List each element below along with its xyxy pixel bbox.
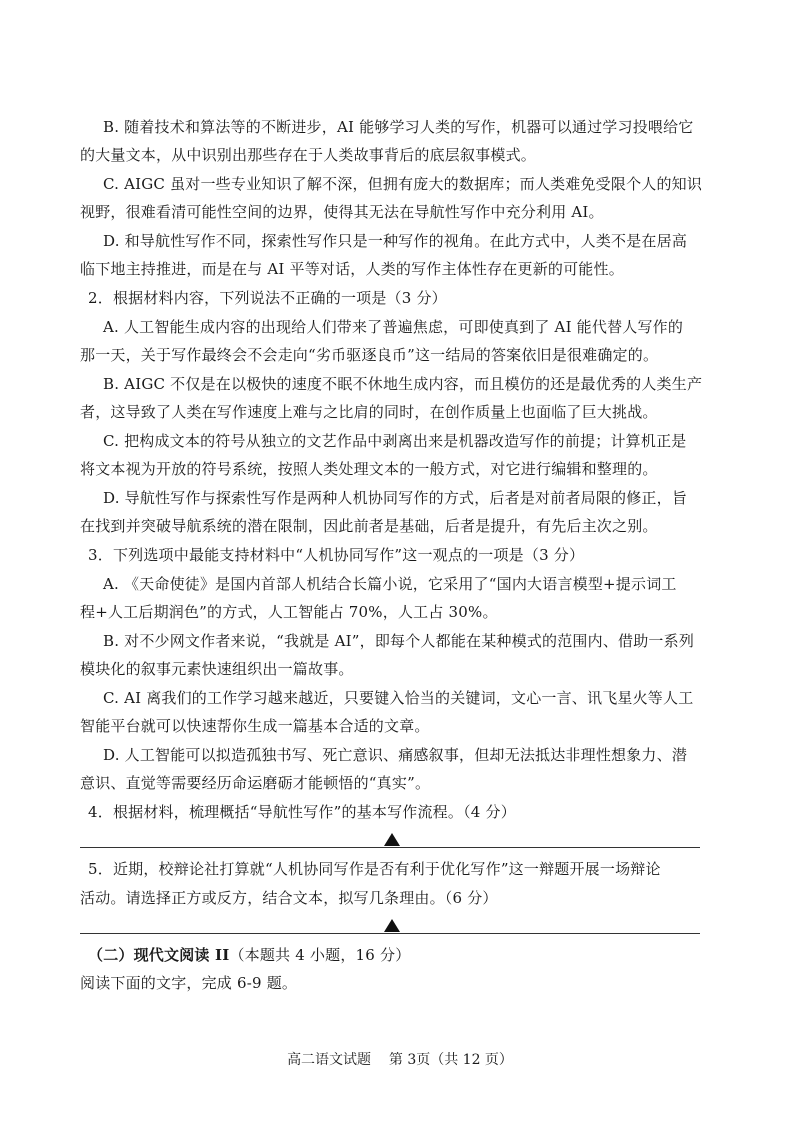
q2-option-d-line1: D. 导航性写作与探索性写作是两种人机协同写作的方式，后者是对前者局限的修正，旨 <box>103 489 688 507</box>
q3-stem: 3．下列选项中最能支持材料中“人机协同写作”这一观点的一项是（3 分） <box>88 546 585 564</box>
answer-triangle-icon <box>384 833 400 846</box>
q2-option-d-line2: 在找到并突破导航系统的潜在限制，因此前者是基础，后者是提升，有先后主次之别。 <box>80 517 658 535</box>
q3-option-c-line2: 智能平台就可以快速帮你生成一篇基本合适的文章。 <box>80 717 430 735</box>
q1-option-c-line2: 视野，很难看清可能性空间的边界，使得其无法在导航性写作中充分利用 AI。 <box>80 203 604 221</box>
q2-option-a-line1: A. 人工智能生成内容的出现给人们带来了普遍焦虑，可即使真到了 AI 能代替人写作的 <box>103 318 684 336</box>
q2-option-b-line1: B. AIGC 不仅是在以极快的速度不眠不休地生成内容，而且模仿的还是最优秀的人类生产 <box>103 375 703 393</box>
q1-option-d-line1: D. 和导航性写作不同，探索性写作只是一种写作的视角。在此方式中，人类不是在居高 <box>103 232 688 250</box>
q5-stem-line1: 5．近期，校辩论社打算就“人机协同写作是否有利于优化写作”这一辩题开展一场辩论 <box>88 860 661 878</box>
q1-option-b-line2: 的大量文本，从中识别出那些存在于人类故事背后的底层叙事模式。 <box>80 146 537 164</box>
section-heading <box>88 945 410 965</box>
q5-stem-line2: 活动。请选择正方或反方，结合文本，拟写几条理由。（6 分） <box>80 889 498 907</box>
answer-triangle-icon <box>384 919 400 932</box>
section-title: （二）现代文阅读 II <box>88 946 230 964</box>
q3-option-b-line2: 模块化的叙事元素快速组织出一篇故事。 <box>80 660 354 678</box>
q1-option-d-line2: 临下地主持推进，而是在与 AI 平等对话，人类的写作主体性存在更新的可能性。 <box>80 260 624 278</box>
q4-answer-line <box>80 847 700 848</box>
section-instruction: 阅读下面的文字，完成 6-9 题。 <box>80 974 298 992</box>
section-note: （本题共 4 小题，16 分） <box>229 946 411 964</box>
q4-stem: 4．根据材料，梳理概括“导航性写作”的基本写作流程。（4 分） <box>88 803 516 821</box>
q3-option-a-line2: 程+人工后期润色”的方式，人工智能占 70%，人工占 30%。 <box>80 603 498 621</box>
q3-option-c-line1: C. AI 离我们的工作学习越来越近，只要键入恰当的关键词，文心一言、讯飞星火等人工 <box>103 689 694 707</box>
q2-option-c-line1: C. 把构成文本的符号从独立的文艺作品中剥离出来是机器改造写作的前提；计算机正是 <box>103 432 687 450</box>
page-footer: 高二语文试题 第 3页（共 12 页） <box>287 1052 513 1068</box>
q3-option-d-line2: 意识、直觉等需要经历命运磨砺才能顿悟的“真实”。 <box>80 774 431 792</box>
q3-option-a-line1: A. 《天命使徒》是国内首部人机结合长篇小说，它采用了“国内大语言模型+提示词工 <box>103 575 677 593</box>
q3-option-b-line1: B. 对不少网文作者来说，“我就是 AI”，即每个人都能在某种模式的范围内、借助一系列 <box>103 632 695 650</box>
q1-option-b-line1: B. 随着技术和算法等的不断进步，AI 能够学习人类的写作，机器可以通过学习投喂给它 <box>103 118 694 136</box>
q2-option-a-line2: 那一天，关于写作最终会不会走向“劣币驱逐良币”这一结局的答案依旧是很难确定的。 <box>80 346 659 364</box>
q2-option-b-line2: 者，这导致了人类在写作速度上难与之比肩的同时，在创作质量上也面临了巨大挑战。 <box>80 403 658 421</box>
q5-answer-line <box>80 933 700 934</box>
q2-stem: 2．根据材料内容，下列说法不正确的一项是（3 分） <box>88 289 447 307</box>
q1-option-c-line1: C. AIGC 虽对一些专业知识了解不深，但拥有庞大的数据库；而人类难免受限个人的知识 <box>103 175 703 193</box>
q2-option-c-line2: 将文本视为开放的符号系统，按照人类处理文本的一般方式，对它进行编辑和整理的。 <box>80 460 658 478</box>
q3-option-d-line1: D. 人工智能可以拟造孤独书写、死亡意识、痛感叙事，但却无法抵达非理性想象力、潜 <box>103 746 688 764</box>
